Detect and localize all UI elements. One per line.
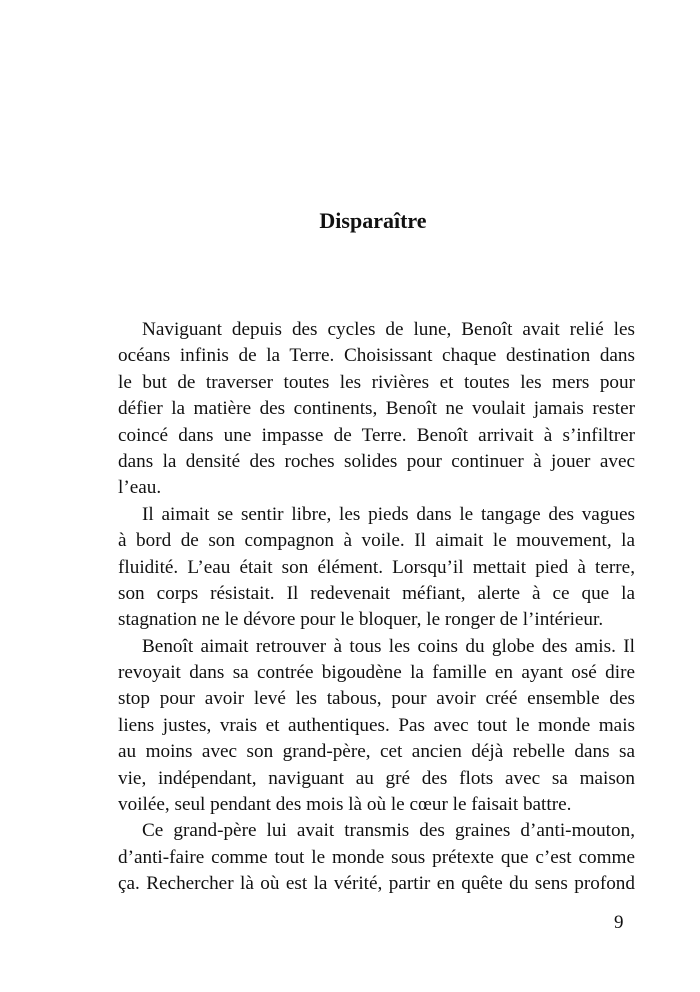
paragraph	[118, 502, 635, 634]
text-line: fluidité. L’eau était son élément. Lorsqu’il mettait pied à terre,	[118, 556, 635, 578]
text-line: son corps résistait. Il redevenait méfiant, alerte à ce que la	[118, 582, 635, 604]
paragraph	[118, 317, 635, 502]
text-line: coincé dans une impasse de Terre. Benoît arrivait à s’infiltrer	[118, 424, 635, 446]
text-line: Il aimait se sentir libre, les pieds dans le tangage des vagues	[142, 503, 635, 525]
text-line: dans la densité des roches solides pour continuer à jouer avec	[118, 450, 635, 472]
page-number: 9	[614, 912, 624, 933]
text-line: océans infinis de la Terre. Choisissant chaque destination dans	[118, 345, 635, 367]
text-line: l’eau.	[118, 477, 162, 499]
text-line: d’anti-faire comme tout le monde sous prétexte que c’est comme	[118, 846, 635, 868]
text-line: Naviguant depuis des cycles de lune, Benoît avait relié les	[142, 319, 635, 340]
paragraph	[118, 818, 635, 897]
text-line: liens justes, vrais et authentiques. Pas avec tout le monde mais	[118, 714, 635, 736]
text-line: Benoît aimait retrouver à tous les coins du globe des amis. Il	[142, 635, 635, 657]
text-line: stagnation ne le dévore pour le bloquer, le ronger de l’intérieur.	[118, 609, 604, 631]
text-line: ça. Rechercher là où est la vérité, partir en quête du sens profond	[118, 873, 635, 895]
text-line: stop pour avoir levé les tabous, pour avoir créé ensemble des	[118, 688, 635, 710]
text-line: à bord de son compagnon à voile. Il aimait le mouvement, la	[118, 530, 635, 552]
text-line: Ce grand-père lui avait transmis des graines d’anti-mouton,	[142, 820, 635, 842]
body-text	[118, 317, 635, 898]
text-line: au moins avec son grand-père, cet ancien déjà rebelle dans sa	[118, 741, 635, 763]
text-line: défier la matière des continents, Benoît ne voulait jamais rester	[118, 398, 635, 420]
text-line: le but de traverser toutes les rivières et toutes les mers pour	[118, 371, 635, 393]
text-line: vie, indépendant, naviguant au gré des flots avec sa maison	[118, 767, 635, 789]
text-line: voilée, seul pendant des mois là où le cœur le faisait battre.	[118, 794, 572, 816]
paragraph	[118, 634, 635, 819]
text-line: revoyait dans sa contrée bigoudène la famille en ayant osé dire	[118, 662, 635, 684]
chapter-title: Disparaître	[319, 208, 427, 233]
